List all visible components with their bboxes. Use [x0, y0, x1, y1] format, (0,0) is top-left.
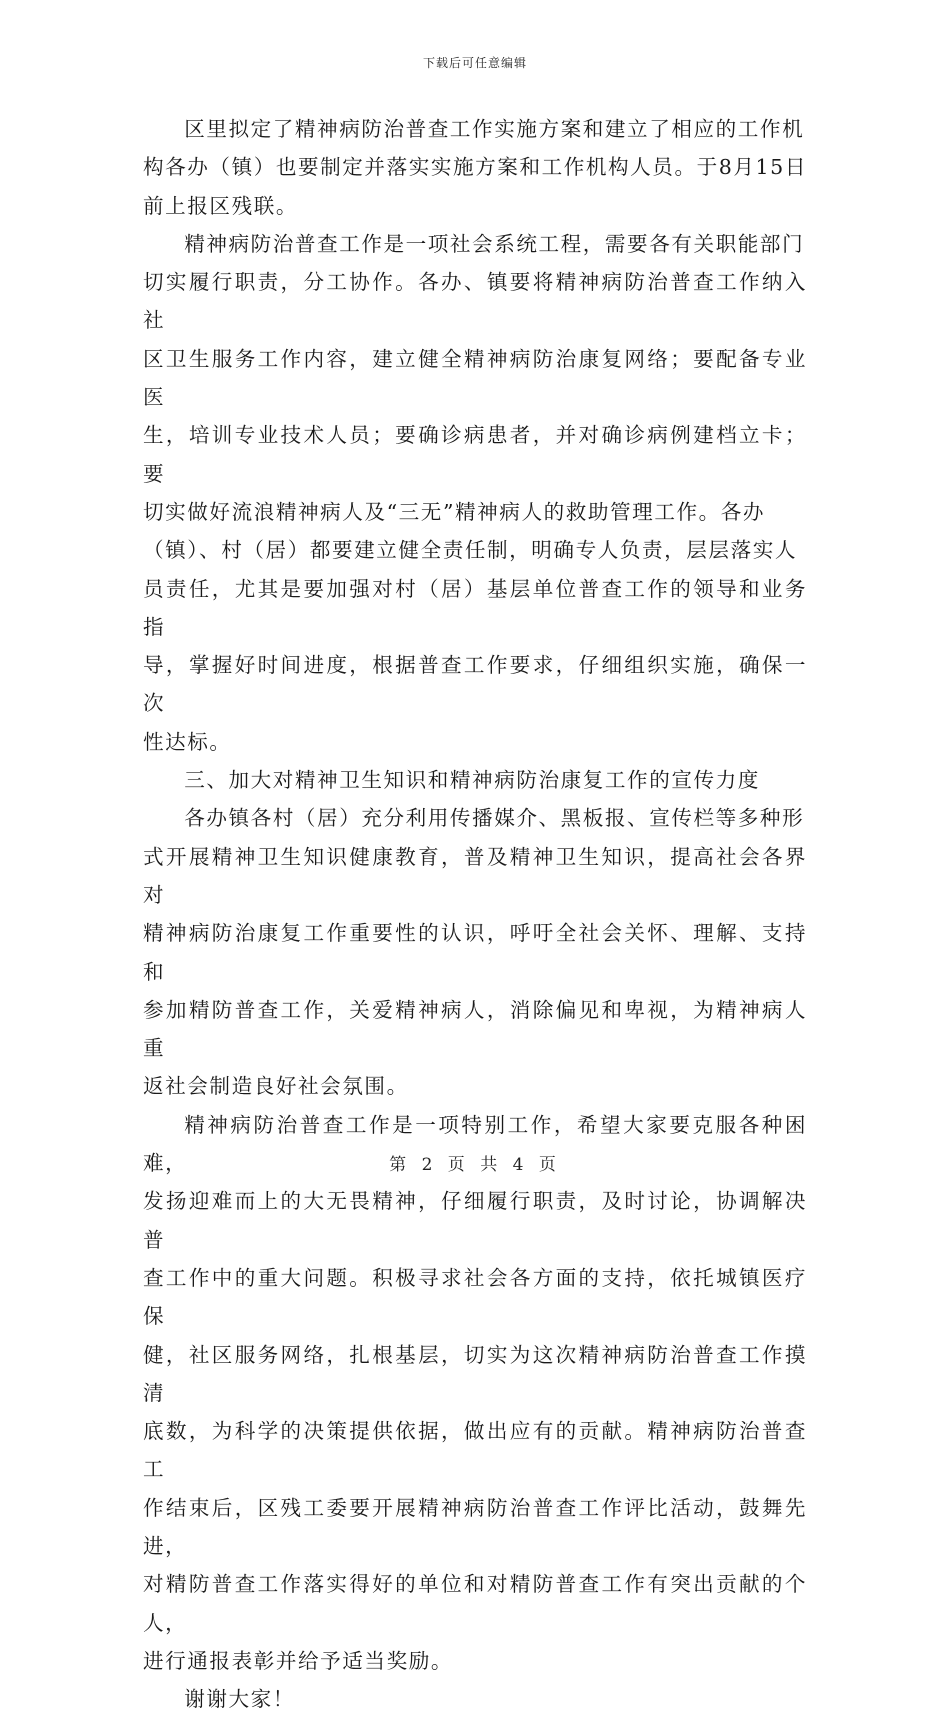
paragraph-2: 精神病防治普查工作是一项社会系统工程，需要各有关职能部门 切实履行职责，分工协作。各办、镇要将精神病防治普查工作纳入社 区卫生服务工作内容，建立健全精神病防治康复网络；要配备专业医 生，培训专业技术人员；要确诊病患者，并对确诊病例建档立卡；要 切实做好流浪精神病人及“三无”精神病人的救助管理工作。各办 （镇）、村（居）都要建立健全责任制，明确专人负责，层层落实人 员责任，尤其是要加强对村（居）基层单位普查工作的领导和业务指 导，掌握好时间进度，根据普查工作要求，仔细组织实施，确保一次 性达标。 [143, 231, 807, 754]
closing-thanks: 谢谢大家！ [184, 1687, 295, 1712]
paragraph-4: 精神病防治普查工作是一项特别工作，希望大家要克服各种困难， 发扬迎难而上的大无畏精神，仔细履行职责，及时讨论，协调解决普 查工作中的重大问题。积极寻求社会各方面的支持，依托城镇医疗保 健，社区服务网络，扎根基层，切实为这次精神病防治普查工作摸清 底数，为科学的决策提供依据，做出应有的贡献。精神病防治普查工 作结束后，区残工委要开展精神病防治普查工作评比活动，鼓舞先进， 对精防普查工作落实得好的单位和对精防普查工作有突出贡献的个人， 进行通报表彰并给予适当奖励。 [143, 1112, 807, 1673]
paragraph-3: 各办镇各村（居）充分利用传播媒介、黑板报、宣传栏等多种形 式开展精神卫生知识健康教育，普及精神卫生知识，提高社会各界对 精神病防治康复工作重要性的认识，呼吁全社会关怀、理解、支持和 参加精防普查工作，关爱精神病人，消除偏见和卑视，为精神病人重 返社会制造良好社会氛围。 [143, 806, 807, 1099]
page-header: 下载后可任意编辑 [422, 56, 527, 70]
paragraph-1: 区里拟定了精神病防治普查工作实施方案和建立了相应的工作机 构各办（镇）也要制定并落实实施方案和工作机构人员。于8月15日 前上报区残联。 [143, 117, 807, 218]
document-body [143, 110, 807, 1718]
page-number-footer: 第 2 页 共 4 页 [389, 1155, 561, 1175]
section-heading-3: 三、加大对精神卫生知识和精神病防治康复工作的宣传力度 [184, 768, 760, 793]
